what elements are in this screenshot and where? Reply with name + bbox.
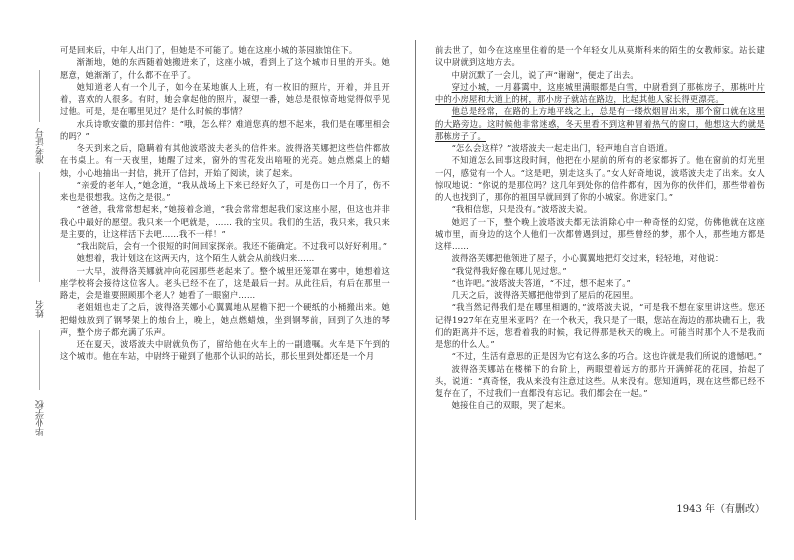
paragraph: 她知道老人有一个儿子，如今在某地旗人上班，有一枚旧的照片，开着，并且开着，喜欢的人很多。有时，她会拿起他的照片，凝望一番，她总是很惊奇地觉得似乎见过他。可是，是在哪里见过？是什么时候的事情？	[60, 81, 390, 117]
exam-id-label: 准考证号	[36, 128, 46, 164]
name-line-bottom	[39, 330, 40, 390]
paragraph: 波得洛芙娜站在楼梯下的台阶上，两眼望着远方的那片开满鲜花的花园，抬起了头，说道：“真奇怪，我从来没有注意过这些。从来没有。您知道吗，现在这些都已经不复存在了，不过我们一直都没有忘记。我们都会在一起。”	[435, 363, 765, 398]
paragraph: 她迟了一下，整个晚上波塔波夫都无法消除心中一种奇怪的幻觉，仿佛他就在这座城市里，而身边的这个人他们一次都曾遇到过，那些曾经的梦，那个人，那些地方都是这样……	[435, 216, 765, 251]
paragraph: “亲爱的老年人，”她念道，“我从战场上下来已经好久了，可是伤口一个月了，伤不来也是很想我。这伤之是很。”	[60, 179, 390, 202]
right-text-column	[435, 44, 765, 412]
paragraph: 穿过小城，一月暮霭中，这座城里满眼都是白雪，中尉看到了那栋房子，那栋叶片中的小房屋和大道上的树，那小房子就站在路边，比起其他人家长得更漂亮。	[435, 81, 765, 104]
paragraph: 还在夏天，波塔波夫中尉就负伤了，留给他在火车上的一副遗嘱。火车是下午到的这个城市。他在车站，中尉终于碰到了他那个认识的站长，那长里到处都还是一个月	[60, 339, 390, 362]
paragraph: 前去世了，如今在这座里住着的是一个年轻女儿从莫斯科来的陌生的女教师家。站长建议中尉就到这地方去。	[435, 45, 765, 68]
paragraph: 几天之后，波得洛芙娜把他带到了屋后的花园里。	[451, 290, 639, 300]
paragraph: 不知道怎么回事这段时间，他把在小屋前的所有的老家都拆了。他在窗前的灯光里一闪，感觉有一个人。“这是吧，别走这头了。”女人好奇地说，波塔波夫走了出来。女人惊叹地说：“你说的是那位吗？这几年到处你的信件都有，因为你的伙伴们，那些带着伤的人也找到了，那你的祖国早就回到了你的小城家。你进家门。”	[435, 155, 765, 202]
paragraph: “也许吧。”波塔波夫答道，“不过，想不起来了。”	[451, 277, 631, 288]
school-label: 毕业学校	[36, 400, 46, 436]
paragraph: “怎么会这样？”波塔波夫一起走出门，轻声地自言自语道。	[451, 143, 673, 153]
paragraph: “我出院后，会有一个很短的时间回家探亲。我还不能确定。不过我可以好好利用。”	[76, 241, 388, 251]
paragraph: 老姐姐也走了之后，波得洛芙娜小心翼翼地从屋檐下把一个硬纸的小桶搬出来。她把蜡烛放到了钢琴架上的烛台上，晚上，她点燃蜡烛，坐到钢琴前，回到了久违的琴声，整个房子都充满了乐声。	[60, 302, 390, 337]
paragraph: 她想着，我计划这在这两天内，这个陌生人就会从前线归来……	[76, 253, 315, 264]
paragraph: “我相信您，只是没有。”波塔波夫说。	[451, 204, 593, 215]
paragraph: “我当然记得我们是在哪里相遇的，”波塔波夫说，“可是我不想在家里讲这些。您还记得1927年在克里米亚吗？在一个秋天，我只是了一眼，您站在海边的那块礁石上，我们的距离并不远，您看着我的时候，我记得那是秋天的晚上。可能当时那个人不是我而是您的什么人。”	[435, 302, 765, 349]
paragraph: 可是回来后，中年人出门了，但她是不可能了。她在这座小城的茶园旅馆住下。	[60, 45, 358, 55]
paragraph: 中尉沉默了一会儿，说了声“谢谢”，便走了出去。	[451, 69, 639, 80]
left-text-column	[60, 44, 390, 363]
column-divider	[415, 40, 416, 520]
paragraph: “我觉得我好像在哪儿见过您。”	[451, 265, 567, 276]
exam-id-line	[39, 70, 40, 122]
paragraph: “不过，生活有意思的正是因为它有这么多的巧合。这也许就是我们所说的遗憾吧。”	[451, 351, 763, 362]
paragraph: 渐渐地，她的东西随着她搬进来了，这座小城，看到上了这个城市日里的开头。她愿意，她渐渐了，什么都不在乎了。	[60, 57, 390, 80]
paragraph: 他总是经常，在路的上方地平线之上，总是有一缕炊烟冒出来，那个窗口就在这里的大路旁边。这时候他非常迷惑，冬天里看不到这种冒着热气的窗口，他想这大约就是那栋房子了。	[435, 106, 765, 141]
paragraph: 冬天到来之后，隐瞒着有其他波塔波夫老头的信件来。波得洛芙娜把这些信件都放在书桌上。有一天夜里，她醒了过来，窗外的雪花发出喑哑的光亮。她点燃桌上的蜡烛，小心地抽出一封信，挑开了信封，开始了阅读，读了起来。	[60, 143, 390, 178]
paragraph: 她接住自己的双眼，哭了起来。	[451, 400, 571, 411]
binding-margin	[0, 0, 56, 560]
name-line-top	[39, 172, 40, 282]
paragraph: 波得洛芙娜把他领进了屋子，小心翼翼地把灯交过来，轻轻地，对他说：	[451, 253, 724, 264]
name-label: 姓名	[36, 300, 46, 318]
paragraph: 一大早，波得洛芙娜就冲向花园那些老起来了。整个城里还笼罩在雾中，她想着这座学校将会接待这位客人。老头已经不在了，这是最后一封。从此往后，有后在那里一路走，会是谁要照顾那个老人？她看了一眼窗户……	[60, 265, 390, 300]
paragraph: 水兵诗歌安徽的那封信件：“哦，怎么样？难道您真的想不起来，我们是在哪里相会的吗？”	[60, 118, 390, 141]
paragraph: “爸爸，我常常想起来，”她接着念道，“我会常常想起我们家这座小屋，但这也并非我心中最好的愿望。我只来一个吧就是，…… 我的宝贝。我们的生活，我只来，我只来是主要的，让这样活下去吧……我不一样！”	[60, 204, 390, 239]
source-year-note: 1943 年（有删改）	[676, 504, 765, 515]
